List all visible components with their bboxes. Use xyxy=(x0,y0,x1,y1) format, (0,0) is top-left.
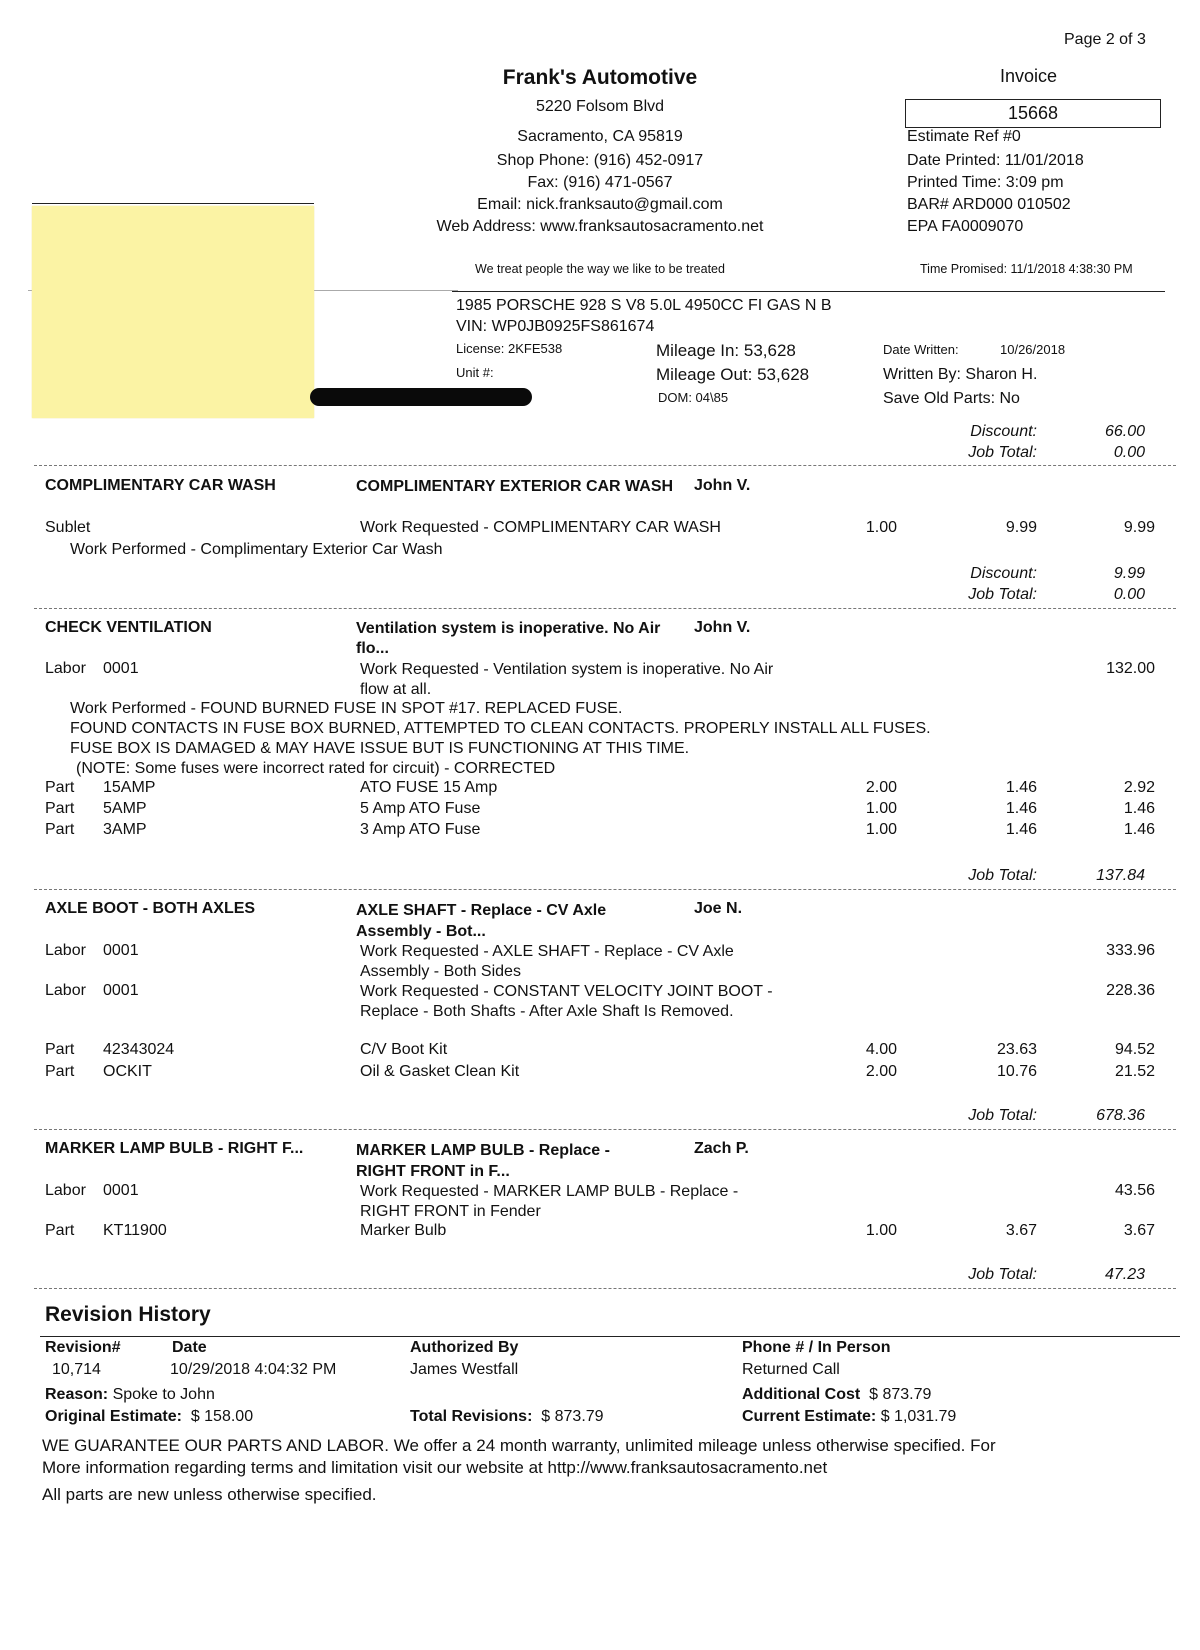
document-type: Invoice xyxy=(1000,66,1058,86)
revision-col-header: Revision# xyxy=(45,1339,121,1356)
printed-time: Printed Time: 3:09 pm xyxy=(907,174,1064,191)
line-type: Sublet xyxy=(45,519,91,536)
mileage-out: Mileage Out: 53,628 xyxy=(656,365,810,384)
line-qty: 4.00 xyxy=(865,1041,897,1058)
job-complaint: MARKER LAMP BULB - Replace - RIGHT FRONT in F... xyxy=(356,1142,610,1180)
work-performed-line: FUSE BOX IS DAMAGED & MAY HAVE ISSUE BUT IS FUNCTIONING AT THIS TIME. xyxy=(70,740,690,757)
line-type: Part xyxy=(45,779,75,796)
line-description: Work Requested - CONSTANT VELOCITY JOINT BOOT - Replace - Both Shafts - After Axle Shaft Is Removed. xyxy=(360,983,773,1020)
revision-authorized-by: James Westfall xyxy=(410,1361,519,1378)
line-qty: 1.00 xyxy=(865,519,897,536)
line-code: 0001 xyxy=(103,1182,139,1199)
job-total-value: 47.23 xyxy=(1104,1266,1145,1283)
revision-heading: Revision History xyxy=(45,1303,211,1326)
revision-additional-cost: Additional Cost $ 873.79 xyxy=(742,1386,932,1403)
line-price: 23.63 xyxy=(996,1041,1037,1058)
vehicle-vin: VIN: WP0JB0925FS861674 xyxy=(456,318,655,335)
revision-col-header: Authorized By xyxy=(410,1339,519,1356)
section-divider xyxy=(34,1288,1176,1289)
work-performed: Work Performed - Complimentary Exterior Car Wash xyxy=(70,541,443,558)
line-description: Marker Bulb xyxy=(360,1222,447,1239)
line-description: C/V Boot Kit xyxy=(360,1041,448,1058)
section-divider xyxy=(34,1129,1176,1130)
line-description: 3 Amp ATO Fuse xyxy=(360,821,481,838)
bar-number: BAR# ARD000 010502 xyxy=(907,196,1071,213)
work-performed-line: (NOTE: Some fuses were incorrect rated for circuit) - CORRECTED xyxy=(76,760,556,777)
line-code: 15AMP xyxy=(103,779,156,796)
revision-reason: Reason: Spoke to John xyxy=(45,1386,215,1403)
job-total-value: 0.00 xyxy=(1113,444,1145,461)
section-divider xyxy=(34,889,1176,890)
shop-address-line2: Sacramento, CA 95819 xyxy=(517,128,683,145)
job-technician: Zach P. xyxy=(694,1140,749,1157)
date-written-value: 10/26/2018 xyxy=(1000,342,1066,357)
job-total-value: 0.00 xyxy=(1113,586,1145,603)
date-written-label: Date Written: xyxy=(883,342,959,357)
line-code: KT11900 xyxy=(103,1222,167,1239)
shop-name: Frank's Automotive xyxy=(502,66,698,89)
customer-box-top-rule xyxy=(32,203,314,204)
shop-fax: Fax: (916) 471-0567 xyxy=(527,174,673,191)
revision-rule xyxy=(40,1336,1180,1337)
job-title: COMPLIMENTARY CAR WASH xyxy=(45,477,276,494)
estimate-ref: Estimate Ref #0 xyxy=(907,128,1021,145)
job-total-label: Job Total: xyxy=(968,444,1037,461)
revision-total-revisions: Total Revisions: $ 873.79 xyxy=(410,1408,604,1425)
line-code: OCKIT xyxy=(103,1063,152,1080)
job-complaint: COMPLIMENTARY EXTERIOR CAR WASH xyxy=(356,478,674,495)
line-code: 0001 xyxy=(103,982,139,999)
shop-phone: Shop Phone: (916) 452-0917 xyxy=(496,152,704,169)
line-description: Work Requested - AXLE SHAFT - Replace - CV Axle Assembly - Both Sides xyxy=(360,943,734,980)
line-total: 333.96 xyxy=(1106,942,1155,959)
line-total: 94.52 xyxy=(1114,1041,1155,1058)
vehicle-dom: DOM: 04\85 xyxy=(658,390,729,405)
save-old-parts: Save Old Parts: No xyxy=(883,390,1020,407)
revision-current-estimate: Current Estimate: $ 1,031.79 xyxy=(742,1408,957,1425)
job-technician: John V. xyxy=(694,619,751,636)
line-code: 5AMP xyxy=(103,800,147,817)
line-price: 1.46 xyxy=(1005,779,1037,796)
line-price: 1.46 xyxy=(1005,821,1037,838)
job-total-value: 137.84 xyxy=(1096,867,1145,884)
vehicle-license: License: 2KFE538 xyxy=(456,341,563,356)
line-code: 0001 xyxy=(103,942,139,959)
warranty-line: WE GUARANTEE OUR PARTS AND LABOR. We offer a 24 month warranty, unlimited mileage unless otherwise specified. For xyxy=(42,1436,996,1455)
page-number: Page 2 of 3 xyxy=(1064,31,1146,48)
sticky-note-overlay xyxy=(32,206,314,418)
date-printed: Date Printed: 11/01/2018 xyxy=(907,152,1084,169)
revision-col-header: Phone # / In Person xyxy=(742,1339,891,1356)
revision-col-header: Date xyxy=(172,1339,207,1356)
header-divider-line xyxy=(452,291,1165,292)
line-description: ATO FUSE 15 Amp xyxy=(360,779,498,796)
line-type: Labor xyxy=(45,942,86,959)
parts-note: All parts are new unless otherwise specified. xyxy=(42,1485,377,1504)
time-promised: Time Promised: 11/1/2018 4:38:30 PM xyxy=(920,262,1133,276)
line-type: Part xyxy=(45,1222,75,1239)
line-total: 1.46 xyxy=(1123,800,1155,817)
line-type: Part xyxy=(45,821,75,838)
job-title: MARKER LAMP BULB - RIGHT F... xyxy=(45,1140,304,1157)
line-total: 228.36 xyxy=(1106,982,1155,999)
line-type: Labor xyxy=(45,1182,86,1199)
section-divider xyxy=(34,608,1176,609)
line-price: 1.46 xyxy=(1005,800,1037,817)
job-complaint: AXLE SHAFT - Replace - CV Axle Assembly - Bot... xyxy=(356,902,607,940)
line-type: Labor xyxy=(45,660,86,677)
line-total: 2.92 xyxy=(1123,779,1155,796)
work-performed-line: Work Performed - FOUND BURNED FUSE IN SPOT #17. REPLACED FUSE. xyxy=(70,700,623,717)
line-qty: 2.00 xyxy=(865,1063,897,1080)
line-total: 1.46 xyxy=(1123,821,1155,838)
line-price: 9.99 xyxy=(1005,519,1037,536)
line-total: 3.67 xyxy=(1123,1222,1155,1239)
line-description: Work Requested - COMPLIMENTARY CAR WASH xyxy=(360,519,721,536)
line-description: 5 Amp ATO Fuse xyxy=(360,800,481,817)
job-total-label: Job Total: xyxy=(968,867,1037,884)
line-price: 3.67 xyxy=(1005,1222,1037,1239)
line-type: Part xyxy=(45,800,75,817)
job-total-label: Job Total: xyxy=(968,1266,1037,1283)
mileage-in: Mileage In: 53,628 xyxy=(656,341,796,360)
vehicle-description: 1985 PORSCHE 928 S V8 5.0L 4950CC FI GAS N B xyxy=(456,297,832,314)
line-qty: 2.00 xyxy=(865,779,897,796)
invoice-number-box: 15668 xyxy=(905,99,1161,128)
shop-email: Email: nick.franksauto@gmail.com xyxy=(477,196,723,213)
job-title: AXLE BOOT - BOTH AXLES xyxy=(45,900,256,917)
epa-number: EPA FA0009070 xyxy=(907,218,1024,235)
line-qty: 1.00 xyxy=(865,800,897,817)
job-title: CHECK VENTILATION xyxy=(45,619,212,636)
revision-date: 10/29/2018 4:04:32 PM xyxy=(170,1361,337,1378)
line-total: 43.56 xyxy=(1114,1182,1155,1199)
shop-tagline: We treat people the way we like to be treated xyxy=(475,262,725,276)
discount-label: Discount: xyxy=(970,423,1037,440)
line-code: 0001 xyxy=(103,660,139,677)
job-total-label: Job Total: xyxy=(968,586,1037,603)
discount-value: 9.99 xyxy=(1113,565,1145,582)
line-code: 3AMP xyxy=(103,821,147,838)
shop-address-line1: 5220 Folsom Blvd xyxy=(535,98,665,115)
job-technician: Joe N. xyxy=(694,900,743,917)
line-total: 132.00 xyxy=(1106,660,1155,677)
line-code: 42343024 xyxy=(103,1041,175,1058)
revision-number: 10,714 xyxy=(52,1361,101,1378)
line-type: Labor xyxy=(45,982,86,999)
job-total-value: 678.36 xyxy=(1096,1107,1145,1124)
line-type: Part xyxy=(45,1063,75,1080)
job-technician: John V. xyxy=(694,477,751,494)
warranty-line: More information regarding terms and limitation visit our website at http://www.franksautosacramento.net xyxy=(42,1458,828,1477)
job-total-label: Job Total: xyxy=(968,1107,1037,1124)
line-qty: 1.00 xyxy=(865,821,897,838)
work-performed-line: FOUND CONTACTS IN FUSE BOX BURNED, ATTEMPTED TO CLEAN CONTACTS. PROPERLY INSTALL ALL FUSES. xyxy=(70,720,931,737)
vehicle-unit: Unit #: xyxy=(456,365,494,380)
revision-contact-method: Returned Call xyxy=(742,1361,840,1378)
line-description: Oil & Gasket Clean Kit xyxy=(360,1063,520,1080)
line-price: 10.76 xyxy=(996,1063,1037,1080)
discount-label: Discount: xyxy=(970,565,1037,582)
line-type: Part xyxy=(45,1041,75,1058)
job-complaint: Ventilation system is inoperative. No Air flo... xyxy=(356,620,661,657)
line-qty: 1.00 xyxy=(865,1222,897,1239)
line-total: 21.52 xyxy=(1114,1063,1155,1080)
written-by: Written By: Sharon H. xyxy=(883,366,1038,383)
line-description: Work Requested - MARKER LAMP BULB - Replace - RIGHT FRONT in Fender xyxy=(360,1183,739,1220)
line-description: Work Requested - Ventilation system is inoperative. No Air flow at all. xyxy=(360,661,774,698)
revision-original-estimate: Original Estimate: $ 158.00 xyxy=(45,1408,254,1425)
redaction-mark xyxy=(310,388,532,406)
line-total: 9.99 xyxy=(1123,519,1155,536)
section-divider xyxy=(34,465,1176,466)
shop-web: Web Address: www.franksautosacramento.net xyxy=(436,218,764,235)
discount-value: 66.00 xyxy=(1104,423,1145,440)
